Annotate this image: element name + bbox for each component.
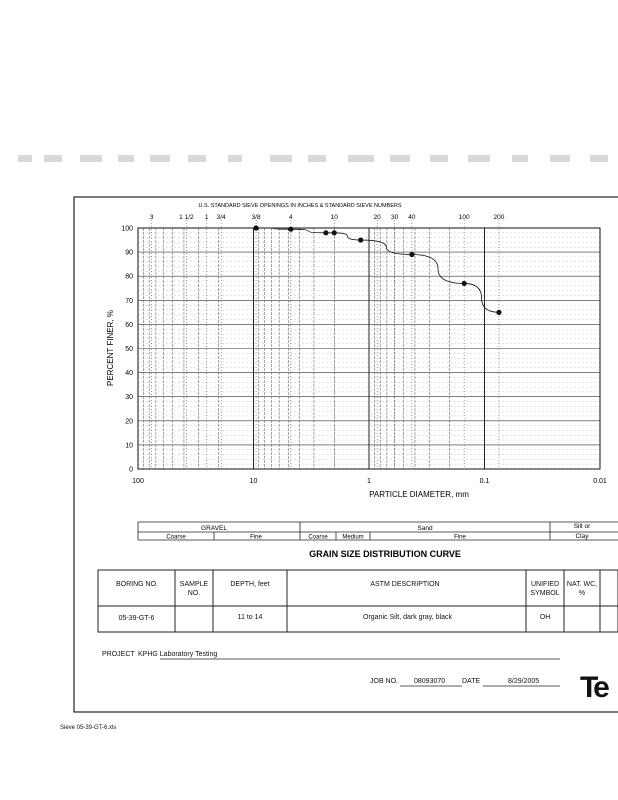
x-tick-label: 10 — [249, 478, 258, 485]
y-tick-label: 70 — [125, 297, 133, 305]
gradation-curve — [256, 228, 499, 312]
y-tick-label: 30 — [125, 394, 133, 402]
y-axis-title: PERCENT FINER, % — [106, 310, 115, 386]
y-tick-label: 60 — [125, 321, 133, 329]
axes — [121, 214, 607, 485]
gravel-label: GRAVEL — [201, 525, 227, 532]
data-point — [496, 310, 501, 315]
sieve-tick-label: 40 — [408, 214, 416, 221]
header-astm: ASTM DESCRIPTION — [370, 581, 440, 588]
row-astm: Organic Silt, dark gray, black — [363, 614, 452, 621]
data-point — [288, 227, 293, 232]
header-depth: DEPTH, feet — [230, 581, 270, 588]
y-tick-label: 20 — [125, 418, 133, 426]
sieve-tick-label: 1 1/2 — [179, 214, 194, 221]
sieve-tick-label: 10 — [330, 214, 338, 221]
silt-clay-label-1: Silt or — [573, 523, 591, 530]
footer-underlines — [160, 659, 560, 686]
gravel-coarse-label: Coarse — [166, 534, 186, 541]
row-unified: OH — [539, 614, 551, 621]
header-sample: SAMPLE NO. — [179, 581, 209, 597]
x-tick-label: 1 — [367, 478, 371, 485]
plot-grid — [138, 220, 600, 469]
row-depth: 11 to 14 — [237, 614, 263, 621]
sand-fine-label: Fine — [454, 534, 466, 541]
date-value: 8/29/2005 — [508, 678, 540, 685]
silt-clay-label-2: Clay — [575, 533, 589, 540]
row-boring: 05-39-GT-6 — [118, 615, 155, 622]
x-tick-label: 100 — [132, 478, 144, 485]
header-unified: UNIFIED SYMBOL — [530, 581, 560, 597]
sieve-tick-label: 3 — [149, 214, 154, 221]
data-point — [332, 230, 337, 235]
sieve-tick-label: 3/4 — [216, 214, 226, 221]
y-tick-label: 40 — [125, 370, 133, 378]
data-point — [323, 230, 328, 235]
x-tick-label: 0.01 — [593, 478, 607, 485]
sand-label: Sand — [417, 525, 433, 532]
sieve-tick-label: 100 — [458, 214, 470, 221]
sieve-header-label: U.S. STANDARD SIEVE OPENINGS IN INCHES & STANDARD SIEVE NUMBERS — [198, 203, 402, 209]
data-point — [253, 225, 258, 230]
x-tick-label: 0.1 — [479, 478, 490, 485]
y-tick-label: 100 — [121, 225, 133, 233]
y-tick-label: 80 — [125, 273, 133, 281]
y-tick-label: 90 — [125, 249, 133, 257]
x-axis-title: PARTICLE DIAMETER, mm — [369, 490, 469, 499]
y-tick-label: 0 — [129, 466, 133, 474]
sand-coarse-label: Coarse — [308, 534, 328, 541]
gravel-fine-label: Fine — [250, 534, 262, 541]
sand-medium-label: Medium — [342, 534, 364, 541]
header-boring: BORING NO. — [115, 581, 158, 588]
chart-title: GRAIN SIZE DISTRIBUTION CURVE — [309, 549, 461, 559]
data-point — [462, 281, 467, 286]
sieve-tick-label: 3/8 — [251, 214, 261, 221]
sieve-tick-label: 200 — [493, 214, 505, 221]
y-tick-label: 50 — [125, 346, 133, 353]
sieve-tick-label: 4 — [289, 214, 293, 221]
project-value: KPHG Laboratory Testing — [138, 651, 218, 658]
data-point — [409, 252, 414, 257]
company-logo: Te — [580, 671, 607, 704]
project-label: PROJECT — [102, 651, 135, 658]
job-value: 08093070 — [414, 678, 446, 685]
sieve-tick-label: 20 — [373, 214, 381, 221]
date-label: DATE — [462, 678, 481, 685]
header-nat-wc: NAT. WC, % — [566, 581, 598, 597]
data-point — [358, 237, 363, 242]
y-tick-label: 10 — [125, 442, 133, 450]
file-label: Sieve 05-39-GT-6.xls — [60, 725, 117, 731]
job-label: JOB NO. — [370, 678, 399, 685]
sieve-tick-label: 1 — [204, 214, 209, 221]
sieve-tick-label: 30 — [391, 214, 399, 221]
